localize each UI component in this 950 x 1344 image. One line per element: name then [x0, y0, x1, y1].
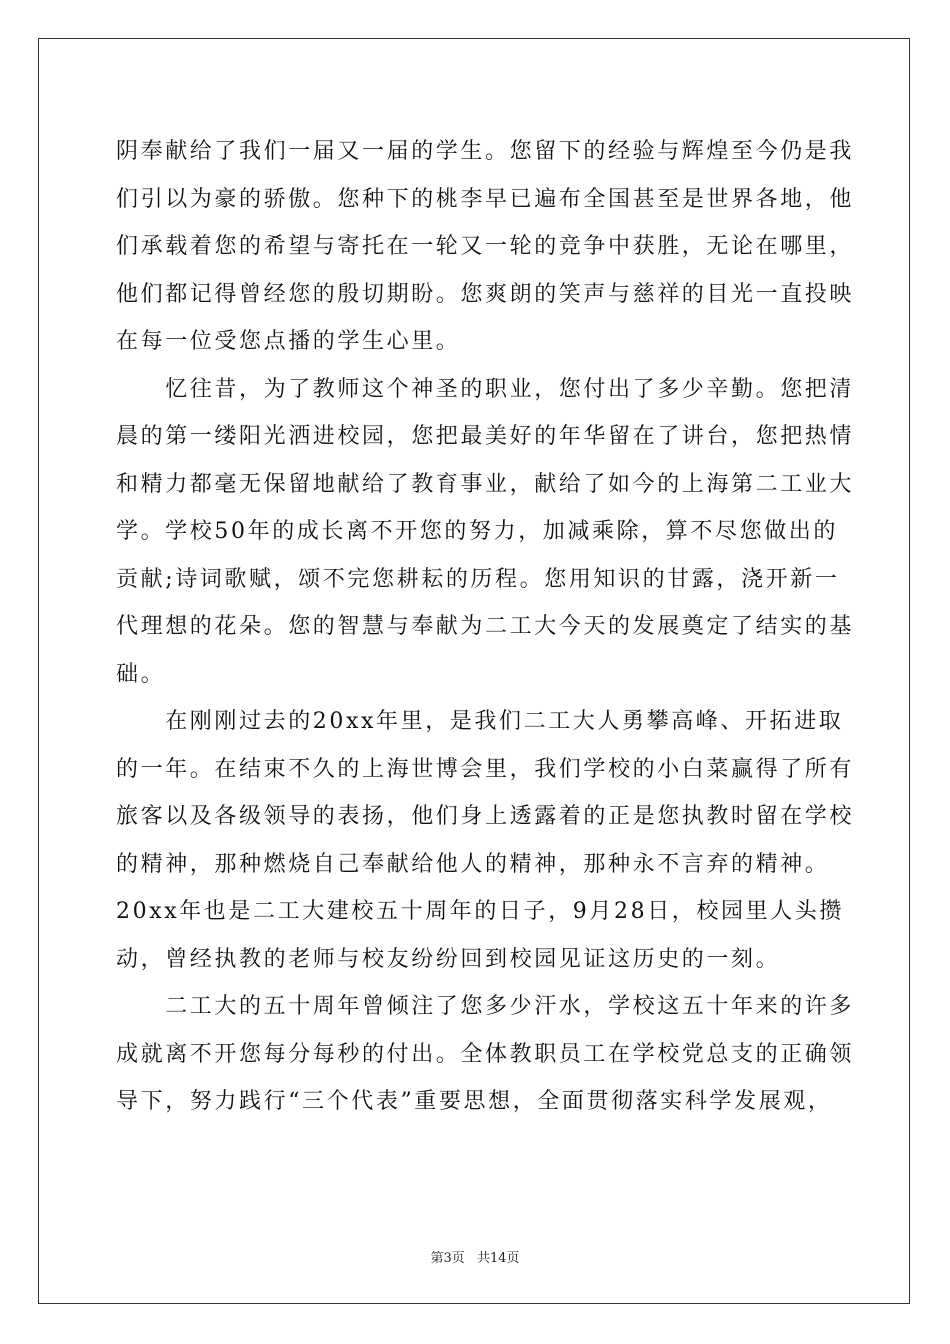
paragraph-4 — [116, 983, 855, 1126]
text-line: 们承载着您的希望与寄托在一轮又一轮的竞争中获胜，无论在哪里， — [116, 234, 855, 259]
text-line: 学。学校50年的成长离不开您的努力，加减乘除，算不尽您做出的 — [116, 519, 838, 544]
paragraph-2 — [116, 366, 855, 699]
text-line: 二工大的五十周年曾倾注了您多少汗水，学校这五十年来的许多 — [116, 994, 855, 1019]
text-line: 忆往昔，为了教师这个神圣的职业，您付出了多少辛勤。您把清 — [116, 376, 855, 402]
text-line: 导下，努力践行“三个代表”重要思想，全面贯彻落实科学发展观， — [116, 1089, 833, 1114]
text-line: 的一年。在结束不久的上海世博会里，我们学校的小白菜赢得了所有 — [116, 756, 855, 782]
text-line: 在刚刚过去的20xx年里，是我们二工大人勇攀高峰、开拓进取 — [116, 709, 844, 734]
text-line: 他们都记得曾经您的殷切期盼。您爽朗的笑声与慈祥的目光一直投映 — [116, 281, 855, 307]
text-line: 成就离不开您每分每秒的付出。全体教职员工在学校党总支的正确领 — [116, 1041, 855, 1067]
text-line: 础。 — [116, 661, 166, 687]
text-line: 阴奉献给了我们一届又一届的学生。您留下的经验与辉煌至今仍是我 — [116, 139, 855, 164]
text-line: 旅客以及各级领导的表扬，他们身上透露着的正是您执教时留在学校 — [116, 804, 855, 829]
text-line: 20xx年也是二工大建校五十周年的日子，9月28日，校园里人头攒 — [116, 899, 845, 924]
text-line: 和精力都毫无保留地献给了教育事业，献给了如今的上海第二工业大 — [116, 471, 855, 497]
page-total: 共14页 — [476, 1251, 520, 1266]
text-line: 的精神，那种燃烧自己奉献给他人的精神，那种永不言弃的精神。 — [116, 851, 830, 877]
text-line: 在每一位受您点播的学生心里。 — [116, 329, 461, 354]
text-line: 代理想的花朵。您的智慧与奉献为二工大今天的发展奠定了结实的基 — [116, 614, 855, 639]
text-line: 们引以为豪的骄傲。您种下的桃李早已遍布全国甚至是世界各地，他 — [116, 186, 855, 212]
text-line: 动，曾经执教的老师与校友纷纷回到校园见证这历史的一刻。 — [116, 946, 781, 972]
text-line: 晨的第一缕阳光洒进校园，您把最美好的年华留在了讲台，您把热情 — [116, 424, 855, 449]
paragraph-1 — [116, 128, 855, 366]
text-line: 贡献;诗词歌赋，颂不完您耕耘的历程。您用知识的甘露，浇开新一 — [116, 566, 840, 592]
paragraph-3 — [116, 698, 855, 983]
document-body — [116, 128, 855, 1126]
page-footer — [0, 1247, 950, 1266]
page-number: 第3页 — [430, 1251, 465, 1266]
